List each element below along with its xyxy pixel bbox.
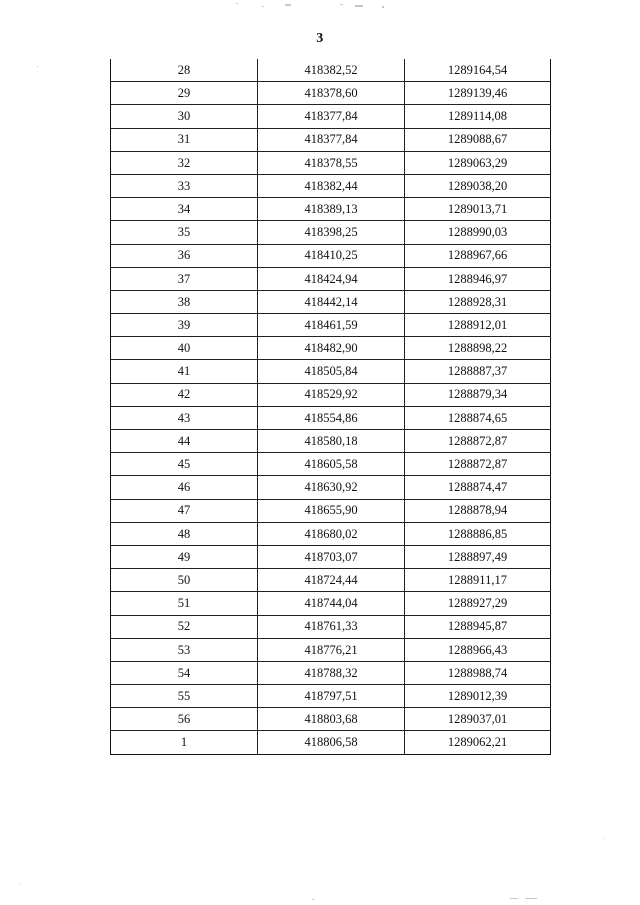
point-number-cell: 38 [111, 290, 258, 313]
table-row [111, 267, 551, 290]
x-coordinate-cell: 418630,92 [258, 476, 405, 499]
x-coordinate-cell: 418703,07 [258, 545, 405, 568]
x-coordinate-cell: 418803,68 [258, 708, 405, 731]
point-number-cell: 43 [111, 406, 258, 429]
x-coordinate-cell: 418554,86 [258, 406, 405, 429]
y-coordinate-cell: 1288912,01 [405, 314, 551, 337]
point-number-cell: 31 [111, 128, 258, 151]
coordinates-table [110, 59, 551, 755]
y-coordinate-cell: 1289062,21 [405, 731, 551, 754]
point-number-cell: 48 [111, 522, 258, 545]
table-row [111, 615, 551, 638]
point-number-cell: 54 [111, 661, 258, 684]
table-row [111, 174, 551, 197]
x-coordinate-cell: 418377,84 [258, 128, 405, 151]
point-number-cell: 47 [111, 499, 258, 522]
point-number-cell: 40 [111, 337, 258, 360]
table-row [111, 128, 551, 151]
point-number-cell: 33 [111, 174, 258, 197]
table-row [111, 198, 551, 221]
y-coordinate-cell: 1288966,43 [405, 638, 551, 661]
x-coordinate-cell: 418788,32 [258, 661, 405, 684]
x-coordinate-cell: 418761,33 [258, 615, 405, 638]
x-coordinate-cell: 418424,94 [258, 267, 405, 290]
x-coordinate-cell: 418724,44 [258, 569, 405, 592]
x-coordinate-cell: 418378,60 [258, 82, 405, 105]
point-number-cell: 37 [111, 267, 258, 290]
x-coordinate-cell: 418389,13 [258, 198, 405, 221]
y-coordinate-cell: 1289012,39 [405, 685, 551, 708]
x-coordinate-cell: 418461,59 [258, 314, 405, 337]
table-row [111, 383, 551, 406]
point-number-cell: 53 [111, 638, 258, 661]
x-coordinate-cell: 418655,90 [258, 499, 405, 522]
y-coordinate-cell: 1288945,87 [405, 615, 551, 638]
table-row [111, 592, 551, 615]
table-row [111, 82, 551, 105]
x-coordinate-cell: 418398,25 [258, 221, 405, 244]
x-coordinate-cell: 418377,84 [258, 105, 405, 128]
x-coordinate-cell: 418482,90 [258, 337, 405, 360]
x-coordinate-cell: 418605,58 [258, 453, 405, 476]
y-coordinate-cell: 1289037,01 [405, 708, 551, 731]
point-number-cell: 41 [111, 360, 258, 383]
table-row [111, 360, 551, 383]
point-number-cell: 36 [111, 244, 258, 267]
point-number-cell: 49 [111, 545, 258, 568]
y-coordinate-cell: 1289038,20 [405, 174, 551, 197]
y-coordinate-cell: 1288879,34 [405, 383, 551, 406]
y-coordinate-cell: 1288928,31 [405, 290, 551, 313]
point-number-cell: 50 [111, 569, 258, 592]
y-coordinate-cell: 1288990,03 [405, 221, 551, 244]
point-number-cell: 56 [111, 708, 258, 731]
table-row [111, 545, 551, 568]
y-coordinate-cell: 1288872,87 [405, 453, 551, 476]
y-coordinate-cell: 1288878,94 [405, 499, 551, 522]
point-number-cell: 35 [111, 221, 258, 244]
y-coordinate-cell: 1289139,46 [405, 82, 551, 105]
y-coordinate-cell: 1289088,67 [405, 128, 551, 151]
y-coordinate-cell: 1288872,87 [405, 430, 551, 453]
x-coordinate-cell: 418580,18 [258, 430, 405, 453]
x-coordinate-cell: 418680,02 [258, 522, 405, 545]
y-coordinate-cell: 1288874,65 [405, 406, 551, 429]
point-number-cell: 28 [111, 59, 258, 82]
point-number-cell: 30 [111, 105, 258, 128]
table-row [111, 59, 551, 82]
table-row [111, 476, 551, 499]
point-number-cell: 32 [111, 151, 258, 174]
point-number-cell: 46 [111, 476, 258, 499]
y-coordinate-cell: 1288898,22 [405, 337, 551, 360]
coordinates-table-body [111, 59, 551, 754]
table-row [111, 105, 551, 128]
table-row [111, 499, 551, 522]
point-number-cell: 52 [111, 615, 258, 638]
x-coordinate-cell: 418410,25 [258, 244, 405, 267]
x-coordinate-cell: 418382,44 [258, 174, 405, 197]
point-number-cell: 55 [111, 685, 258, 708]
table-row [111, 453, 551, 476]
y-coordinate-cell: 1289063,29 [405, 151, 551, 174]
y-coordinate-cell: 1288927,29 [405, 592, 551, 615]
y-coordinate-cell: 1288874,47 [405, 476, 551, 499]
point-number-cell: 44 [111, 430, 258, 453]
y-coordinate-cell: 1288967,66 [405, 244, 551, 267]
x-coordinate-cell: 418797,51 [258, 685, 405, 708]
table-row [111, 685, 551, 708]
x-coordinate-cell: 418505,84 [258, 360, 405, 383]
point-number-cell: 29 [111, 82, 258, 105]
table-row [111, 708, 551, 731]
y-coordinate-cell: 1288911,17 [405, 569, 551, 592]
point-number-cell: 34 [111, 198, 258, 221]
table-row [111, 569, 551, 592]
y-coordinate-cell: 1288897,49 [405, 545, 551, 568]
y-coordinate-cell: 1288946,97 [405, 267, 551, 290]
x-coordinate-cell: 418382,52 [258, 59, 405, 82]
table-row [111, 731, 551, 754]
table-row [111, 290, 551, 313]
x-coordinate-cell: 418378,55 [258, 151, 405, 174]
page-number: 3 [316, 31, 324, 46]
y-coordinate-cell: 1289164,54 [405, 59, 551, 82]
x-coordinate-cell: 418529,92 [258, 383, 405, 406]
x-coordinate-cell: 418442,14 [258, 290, 405, 313]
y-coordinate-cell: 1289013,71 [405, 198, 551, 221]
point-number-cell: 45 [111, 453, 258, 476]
table-row [111, 314, 551, 337]
y-coordinate-cell: 1288988,74 [405, 661, 551, 684]
point-number-cell: 51 [111, 592, 258, 615]
x-coordinate-cell: 418776,21 [258, 638, 405, 661]
point-number-cell: 1 [111, 731, 258, 754]
table-row [111, 337, 551, 360]
table-row [111, 638, 551, 661]
y-coordinate-cell: 1288886,85 [405, 522, 551, 545]
x-coordinate-cell: 418744,04 [258, 592, 405, 615]
point-number-cell: 42 [111, 383, 258, 406]
table-row [111, 221, 551, 244]
table-row [111, 244, 551, 267]
table-row [111, 430, 551, 453]
table-row [111, 661, 551, 684]
y-coordinate-cell: 1288887,37 [405, 360, 551, 383]
y-coordinate-cell: 1289114,08 [405, 105, 551, 128]
point-number-cell: 39 [111, 314, 258, 337]
table-row [111, 151, 551, 174]
table-row [111, 406, 551, 429]
x-coordinate-cell: 418806,58 [258, 731, 405, 754]
table-row [111, 522, 551, 545]
